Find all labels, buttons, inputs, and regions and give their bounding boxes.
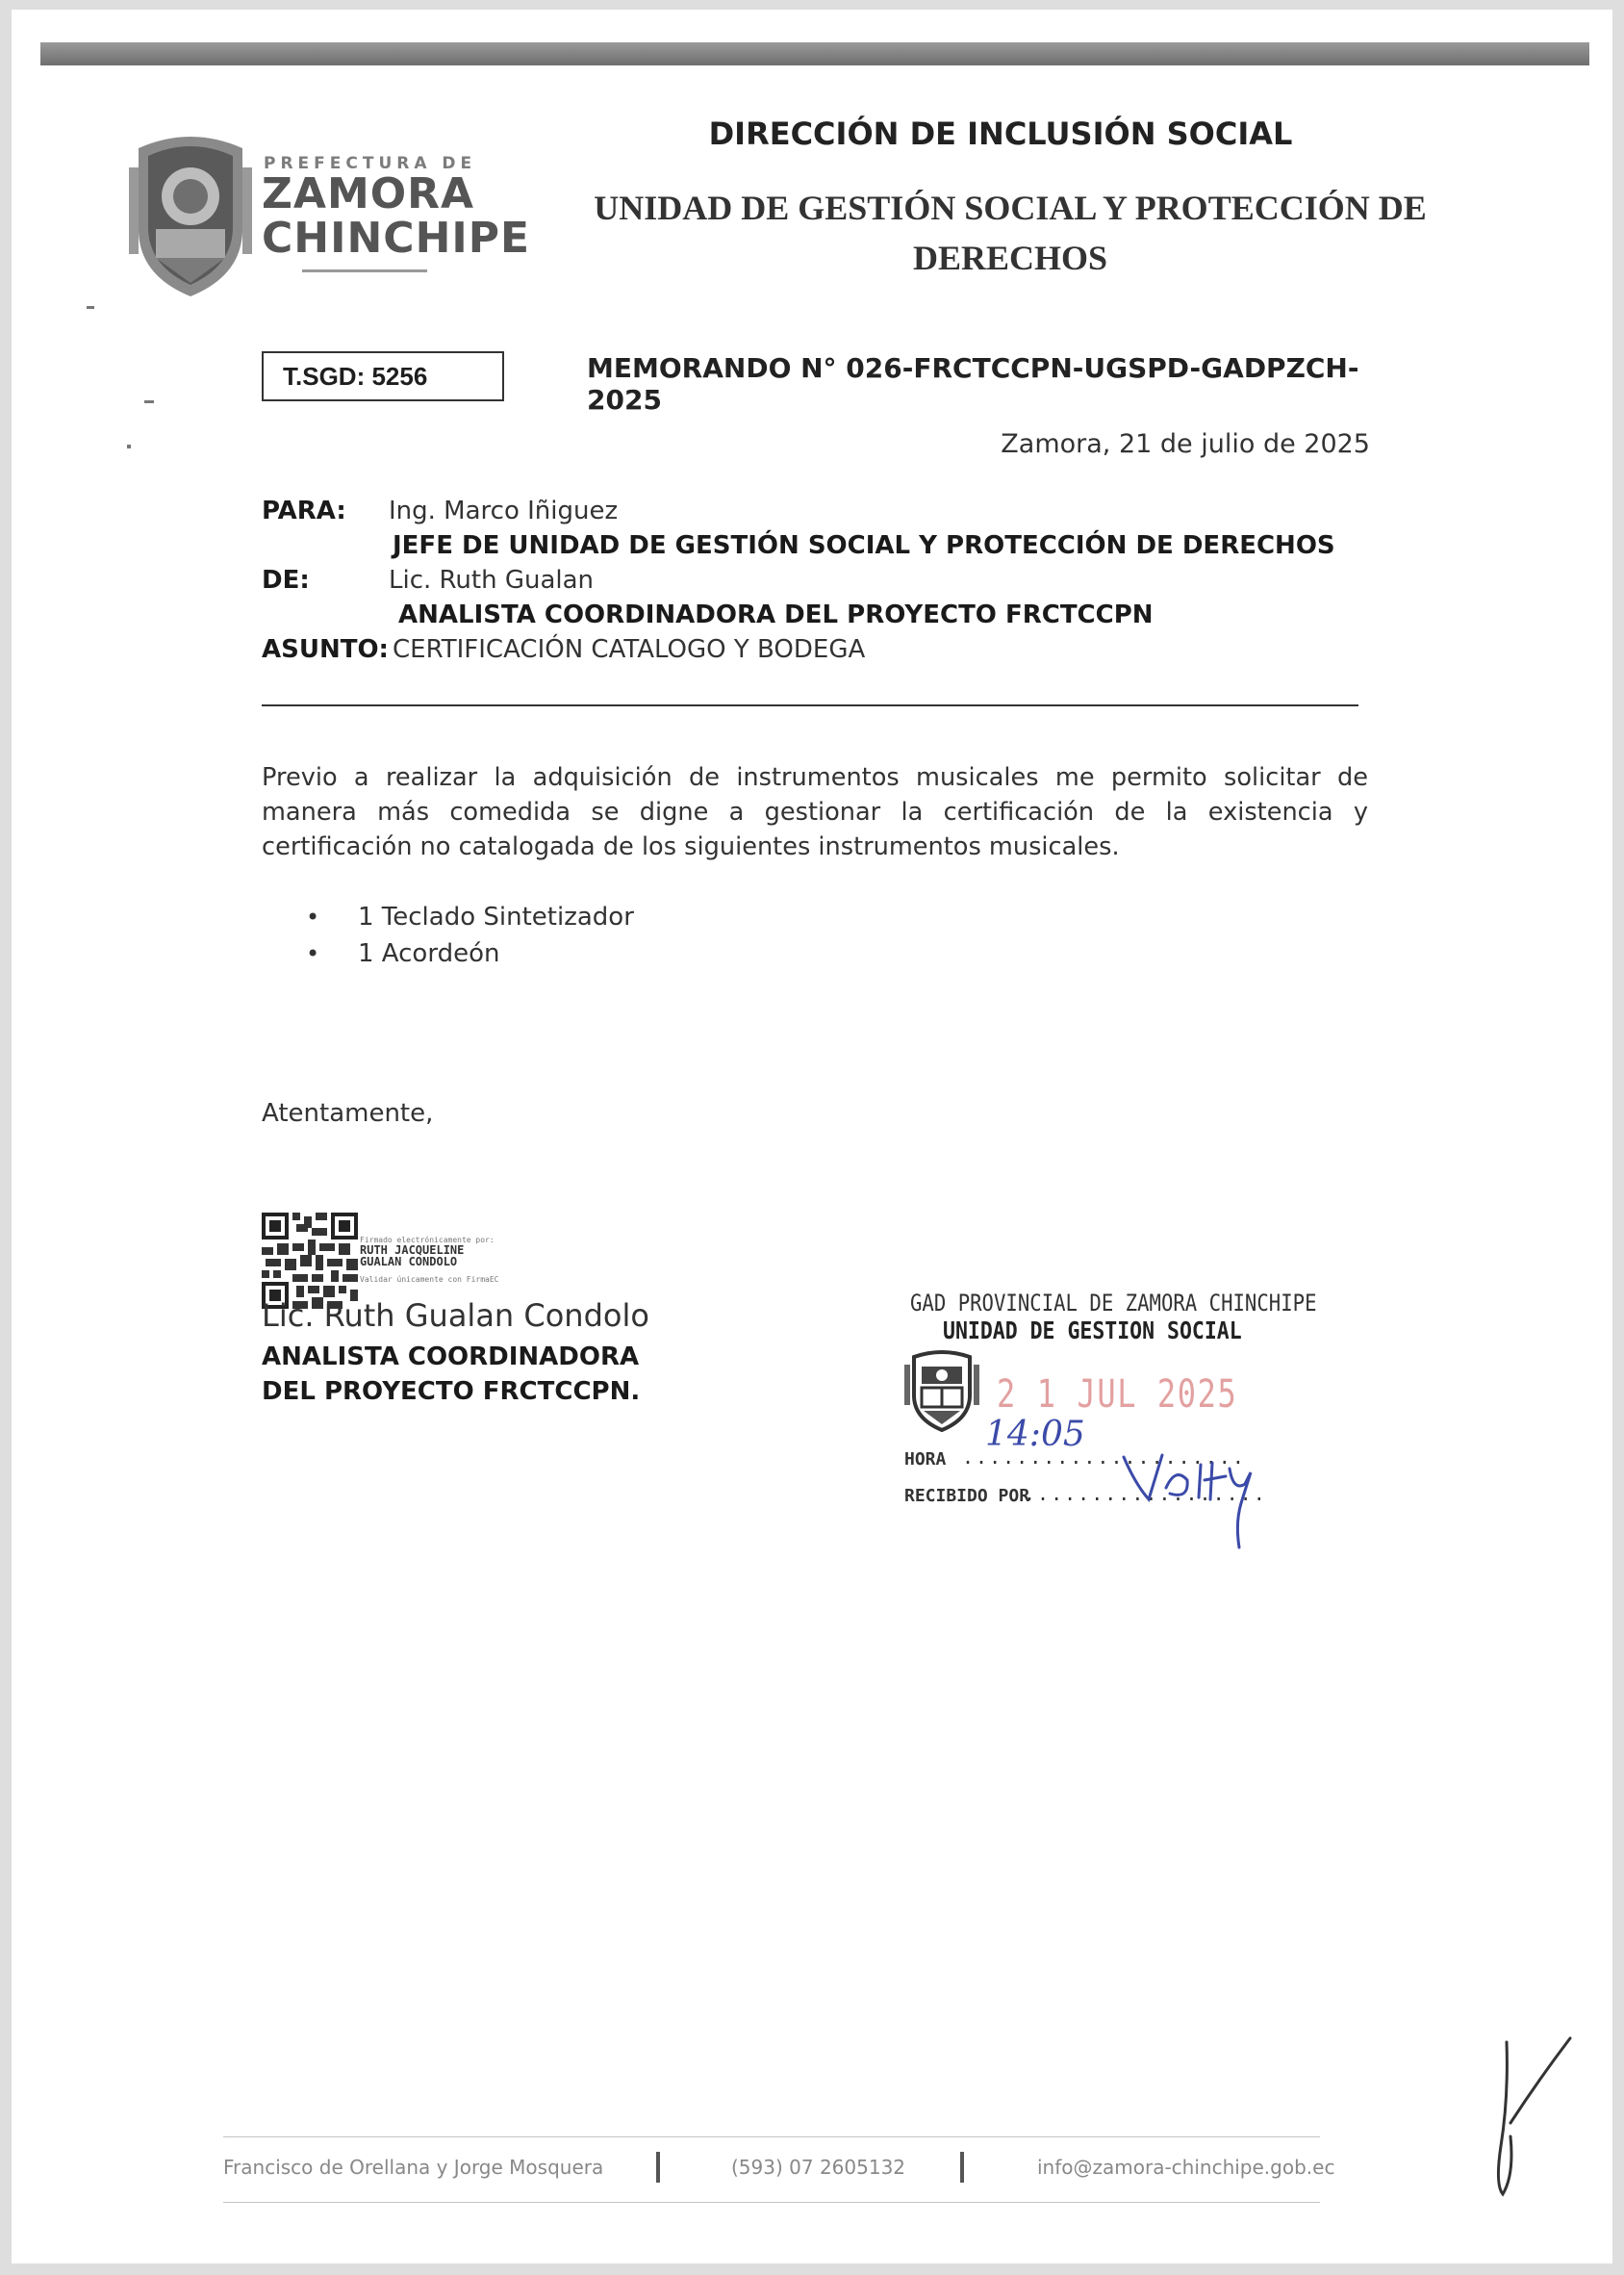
logo-underline bbox=[302, 269, 427, 272]
footer-address: Francisco de Orellana y Jorge Mosquera bbox=[223, 2156, 604, 2179]
de-label: DE: bbox=[262, 566, 310, 595]
asunto-text: CERTIFICACIÓN CATALOGO Y BODEGA bbox=[393, 635, 866, 664]
hora-label: HORA bbox=[904, 1449, 947, 1470]
stamp-institution: GAD PROVINCIAL DE ZAMORA CHINCHIPE bbox=[910, 1290, 1317, 1316]
qr-code-icon bbox=[262, 1213, 358, 1309]
footer-rule-bottom bbox=[223, 2202, 1320, 2203]
signer-name: Lic. Ruth Gualan Condolo bbox=[262, 1297, 649, 1334]
esig-name-line2: GUALAN CONDOLO bbox=[360, 1255, 458, 1268]
recibido-dotted-line: .................. bbox=[1024, 1482, 1267, 1505]
logo-prefix: PREFECTURA DE bbox=[264, 154, 477, 173]
para-title: JEFE DE UNIDAD DE GESTIÓN SOCIAL Y PROTECCIÓN DE DERECHOS bbox=[393, 531, 1335, 560]
esig-name-line1: RUTH JACQUELINE bbox=[360, 1243, 465, 1257]
de-name: Lic. Ruth Gualan bbox=[389, 566, 595, 595]
stamp-emblem-icon bbox=[904, 1349, 979, 1432]
instrument-list bbox=[306, 899, 634, 972]
signer-role-line2: DEL PROYECTO FRCTCCPN. bbox=[262, 1377, 641, 1406]
signer-role bbox=[262, 1340, 640, 1409]
scan-speck bbox=[144, 400, 154, 403]
scan-speck bbox=[127, 445, 131, 448]
list-item: • 1 Teclado Sintetizador bbox=[306, 899, 634, 935]
direction-heading: DIRECCIÓN DE INCLUSIÓN SOCIAL bbox=[708, 115, 1293, 152]
memo-date: Zamora, 21 de julio de 2025 bbox=[1001, 429, 1370, 459]
body-paragraph: Previo a realizar la adquisición de instrumentos musicales me permito solicitar de manera más comedida se digne a gestionar la certificación de la existencia y certificación no catalogada de los siguientes instrumentos musicales. bbox=[262, 763, 1368, 861]
footer-separator bbox=[960, 2152, 964, 2183]
signer-role-line1: ANALISTA COORDINADORA bbox=[262, 1342, 640, 1371]
esig-validate: Validar únicamente con FirmaEC bbox=[360, 1275, 499, 1284]
para-label: PARA: bbox=[262, 497, 346, 525]
logo-word-zamora: ZAMORA bbox=[262, 169, 475, 218]
stamp-unit: UNIDAD DE GESTION SOCIAL bbox=[943, 1316, 1242, 1344]
asunto-label: ASUNTO: bbox=[262, 635, 389, 664]
header-divider bbox=[262, 704, 1358, 706]
de-title: ANALISTA COORDINADORA DEL PROYECTO FRCTCCPN bbox=[398, 601, 1154, 629]
footer-email: info@zamora-chinchipe.gob.ec bbox=[1037, 2156, 1335, 2179]
footer-rule-top bbox=[223, 2136, 1320, 2137]
hora-dotted-line: ..................... bbox=[962, 1445, 1246, 1469]
electronic-signature-text bbox=[360, 1236, 499, 1284]
scan-top-band bbox=[40, 42, 1589, 65]
recibido-label: RECIBIDO POR bbox=[904, 1486, 1030, 1506]
handwritten-time: 14:05 bbox=[985, 1415, 1085, 1454]
shield-emblem-icon bbox=[127, 129, 254, 302]
memo-number: MEMORANDO N° 026-FRCTCCPN-UGSPD-GADPZCH-2025 bbox=[587, 352, 1359, 416]
footer-phone: (593) 07 2605132 bbox=[731, 2156, 906, 2179]
logo-word-chinchipe: CHINCHIPE bbox=[262, 214, 531, 263]
margin-initials-icon bbox=[1482, 2031, 1578, 2204]
unit-heading: UNIDAD DE GESTIÓN SOCIAL Y PROTECCIÓN DE DERECHOS bbox=[594, 189, 1427, 277]
handwritten-signature-icon bbox=[1106, 1445, 1280, 1551]
para-name: Ing. Marco Iñiguez bbox=[389, 497, 619, 525]
tsgd-box: T.SGD: 5256 bbox=[262, 351, 504, 401]
scan-speck bbox=[87, 306, 94, 309]
prefectura-logo bbox=[127, 129, 531, 304]
closing-text: Atentamente, bbox=[262, 1099, 434, 1128]
list-item: • 1 Acordeón bbox=[306, 935, 634, 972]
footer-separator bbox=[656, 2152, 660, 2183]
stamp-date: 2 1 JUL 2025 bbox=[997, 1372, 1238, 1417]
esig-note: Firmado electrónicamente por: bbox=[360, 1236, 495, 1244]
